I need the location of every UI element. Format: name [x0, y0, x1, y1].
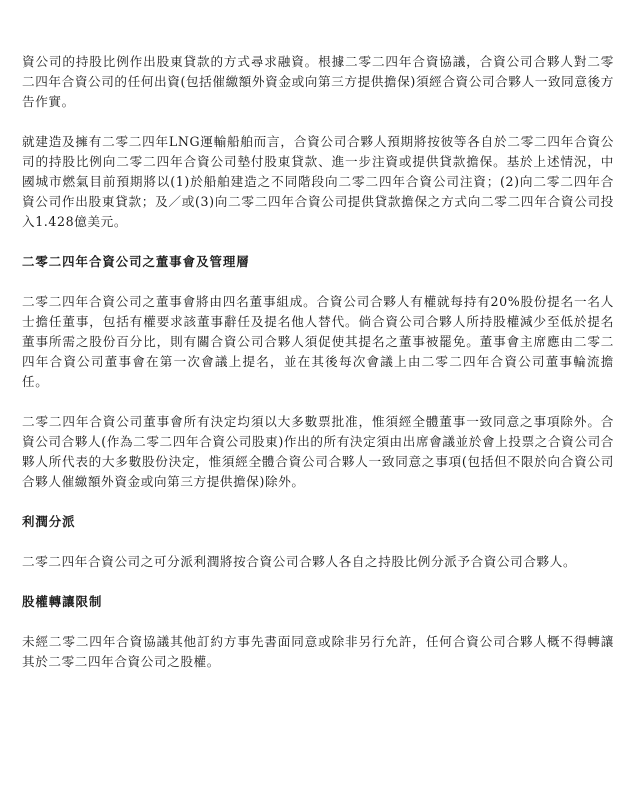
paragraph-board-decisions: 二零二四年合資公司董事會所有決定均須以大多數票批准，惟須經全體董事一致同意之事項除外。合資公司合夥人(作為二零二四年合資公司股東)作出的所有決定須由出席會議並於會上投票之合資公司合夥人所代表的大多數股份決定，惟須經全體合資公司合夥人一致同意之事項(包括但不限於向合資公司合夥人催繳額外資金或向第三方提供擔保)除外。: [22, 414, 614, 489]
paragraph-lng-vessel-funding: 就建造及擁有二零二四年LNG運輸船舶而言，合資公司合夥人預期將按彼等各自於二零二四年合資公司的持股比例向二零二四年合資公司墊付股東貸款、進一步注資或提供貸款擔保。基於上述情況，中國城市燃氣目前預期將以(1)於船舶建造之不同階段向二零二四年合資公司注資；(2)向二零二四年合資公司作出股東貸款；及／或(3)向二零二四年合資公司提供貸款擔保之方式向二零二四年合資公司投入1.428億美元。: [22, 134, 614, 229]
document-page: [22, 52, 614, 692]
section-heading-board-management: 二零二四年合資公司之董事會及管理層: [22, 254, 250, 269]
paragraph-profit-distribution: 二零二四年合資公司之可分派利潤將按合資公司合夥人各自之持股比例分派予合資公司合夥人。: [22, 554, 577, 569]
section-heading-profit-distribution: 利潤分派: [22, 514, 76, 529]
paragraph-financing: 資公司的持股比例作出股東貸款的方式尋求融資。根據二零二四年合資協議，合資公司合夥人對二零二四年合資公司的任何出資(包括催繳額外資金或向第三方提供擔保)須經合資公司合夥人一致同意後方告作實。: [22, 54, 614, 109]
paragraph-board-composition: 二零二四年合資公司之董事會將由四名董事組成。合資公司合夥人有權就每持有20%股份提名一名人士擔任董事，包括有權要求該董事辭任及提名他人替代。倘合資公司合夥人所持股權減少至低於提名董事所需之股份百分比，則有關合資公司合夥人須促使其提名之董事被罷免。董事會主席應由二零二四年合資公司董事會在第一次會議上提名，並在其後每次會議上由二零二四年合資公司董事輪流擔任。: [22, 294, 614, 389]
section-heading-transfer-restriction: 股權轉讓限制: [22, 594, 103, 609]
paragraph-transfer-restriction: 未經二零二四年合資協議其他訂約方事先書面同意或除非另行允許，任何合資公司合夥人概不得轉讓其於二零二四年合資公司之股權。: [22, 634, 614, 669]
